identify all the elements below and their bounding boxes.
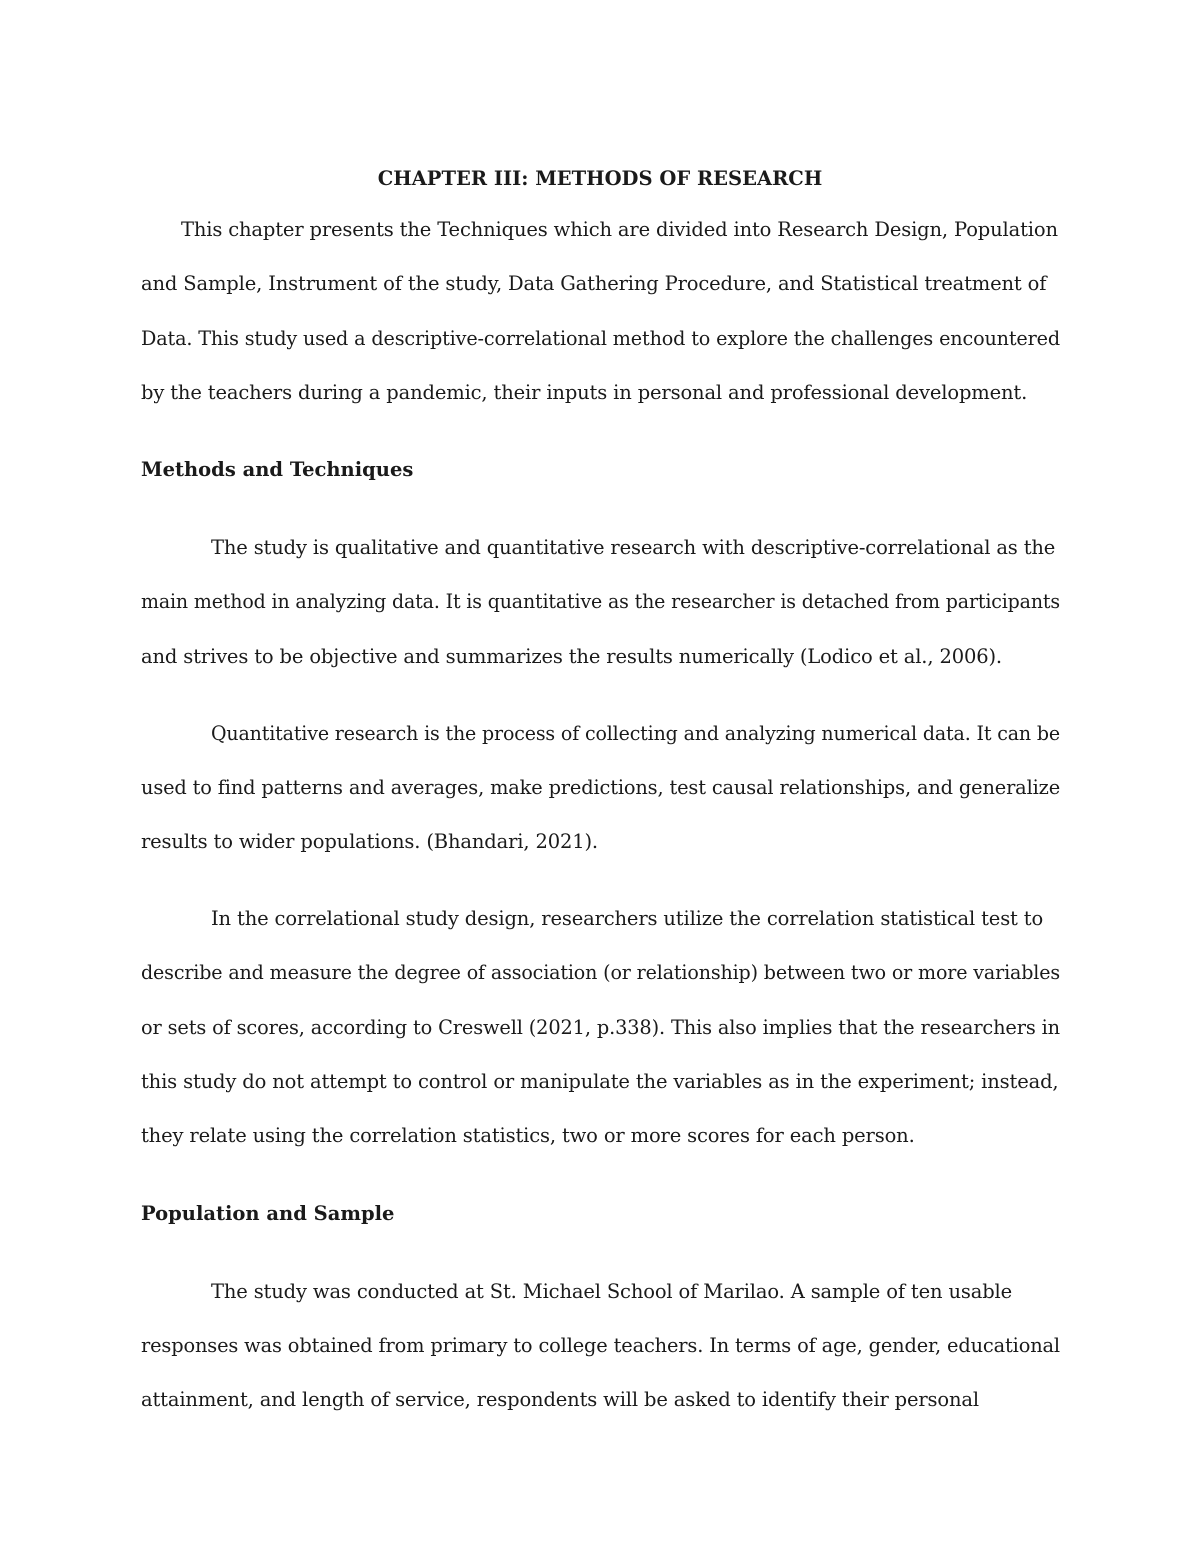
paragraph-line: This chapter presents the Techniques which are divided into Research Design, Population: [181, 218, 1058, 241]
paragraph-line: or sets of scores, according to Creswell (2021, p.338). This also implies that the researchers in: [141, 1016, 1060, 1039]
paragraph-line: In the correlational study design, researchers utilize the correlation statistical test to: [211, 907, 1044, 930]
paragraph-line: The study is qualitative and quantitative research with descriptive-correlational as the: [211, 536, 1056, 559]
paragraph-line: attainment, and length of service, respondents will be asked to identify their personal: [141, 1388, 979, 1411]
paragraph-line: by the teachers during a pandemic, their inputs in personal and professional development.: [141, 381, 1028, 404]
paragraph-line: The study was conducted at St. Michael School of Marilao. A sample of ten usable: [211, 1280, 1013, 1303]
paragraph-line: they relate using the correlation statistics, two or more scores for each person.: [141, 1124, 915, 1147]
paragraph-line: describe and measure the degree of association (or relationship) between two or more variables: [141, 961, 1061, 984]
section-heading-methods: Methods and Techniques: [141, 458, 414, 481]
chapter-title: CHAPTER III: METHODS OF RESEARCH: [377, 167, 823, 190]
paragraph-line: and Sample, Instrument of the study, Data Gathering Procedure, and Statistical treatment of: [141, 272, 1047, 295]
paragraph-line: used to find patterns and averages, make predictions, test causal relationships, and generalize: [141, 776, 1061, 799]
paragraph-line: Data. This study used a descriptive-correlational method to explore the challenges encountered: [141, 327, 1060, 350]
paragraph-line: main method in analyzing data. It is quantitative as the researcher is detached from participants: [141, 590, 1060, 613]
paragraph-line: Quantitative research is the process of collecting and analyzing numerical data. It can be: [211, 722, 1060, 745]
paragraph-line: results to wider populations. (Bhandari, 2021).: [141, 830, 598, 853]
paragraph-line: this study do not attempt to control or manipulate the variables as in the experiment; instead,: [141, 1070, 1059, 1093]
paragraph-line: responses was obtained from primary to college teachers. In terms of age, gender, educational: [141, 1334, 1060, 1357]
paragraph-line: and strives to be objective and summarizes the results numerically (Lodico et al., 2006).: [141, 645, 1002, 668]
section-heading-population: Population and Sample: [141, 1202, 395, 1225]
